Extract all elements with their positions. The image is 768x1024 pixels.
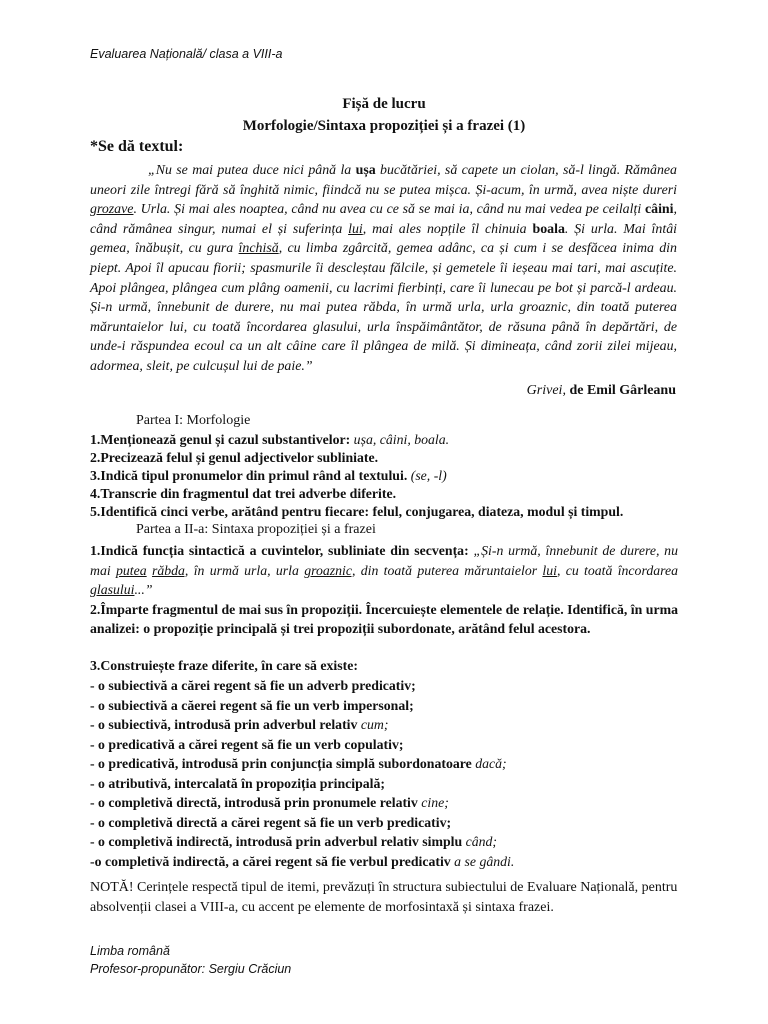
sentence-requirements-list (90, 676, 680, 871)
list-item: - o subiectivă, introdusă prin adverbul relativ cum; (90, 717, 389, 732)
word-inchisa: închisă (238, 241, 279, 257)
word-lui-2: lui (542, 562, 557, 578)
word-putea: putea (116, 562, 147, 578)
part2-question-3: 3.Construiește fraze diferite, în care să existe: (90, 658, 358, 673)
source-author: de Emil Gârleanu (565, 383, 676, 398)
document-header: Evaluarea Națională/ clasa a VIII-a (90, 47, 283, 61)
footer-teacher: Profesor-propunător: Sergiu Crăciun (90, 962, 292, 976)
list-item: - o completivă indirectă, introdusă prin adverbul relativ simplu când; (90, 834, 498, 849)
word-boala: boala (532, 221, 565, 237)
list-item: - o atributivă, intercalată în propoziția principală; (90, 775, 385, 791)
list-item: - o completivă directă a cărei regent să fie un verb predicativ; (90, 814, 452, 830)
passage-source (527, 383, 676, 399)
list-item: - o predicativă, introdusă prin conjuncția simplă subordonatoare dacă; (90, 756, 507, 771)
list-item: -o completivă indirectă, a cărei regent să fie verbul predicativ a se gândi. (90, 853, 515, 869)
part1-heading: Partea I: Morfologie (136, 413, 251, 428)
part1-question-1: 1.Menționează genul și cazul substantivelor: ușa, câini, boala. (90, 432, 450, 447)
part1-question-4: 4.Transcrie din fragmentul dat trei adverbe diferite. (90, 486, 397, 501)
part2-heading: Partea a II-a: Sintaxa propoziției și a frazei (136, 522, 376, 537)
part1-question-5: 5.Identifică cinci verbe, arătând pentru fiecare: felul, conjugarea, diateza, modul și timpul. (90, 504, 624, 519)
source-work: Grivei, (526, 383, 566, 398)
word-groaznic: groaznic, (304, 562, 356, 578)
word-glasului: glasului (90, 582, 135, 598)
footer-subject: Limba română (90, 944, 170, 958)
word-rabda: răbda, (151, 562, 189, 578)
part2-question-1: 1.Indică funcția sintactică a cuvintelor, subliniate din secvența: „Și-n urmă, înnebunit de durere, nu mai putea răbda, în urmă urla, urla groaznic, din toată puterea măruntaielor lui, cu toată încordarea glasului...” (90, 543, 678, 598)
part1-question-2: 2.Precizează felul și genul adjectivelor subliniate. (90, 450, 379, 465)
list-item: - o completivă directă, introdusă prin pronumele relativ cine; (90, 795, 449, 810)
worksheet-subtitle: Morfologie/Sintaxa propoziției și a frazei (1) (242, 118, 526, 134)
list-item: - o subiectivă a cărei regent să fie un adverb predicativ; (90, 678, 416, 693)
word-lui: lui (348, 221, 363, 237)
word-grozave: grozave (90, 202, 134, 218)
list-item: - o subiectivă a căerei regent să fie un verb impersonal; (90, 697, 414, 713)
worksheet-title: Fișă de lucru (342, 96, 426, 112)
word-caini: câini (644, 202, 674, 218)
part1-question-3: 3.Indică tipul pronumelor din primul rând al textului. (se, -l) (90, 468, 447, 483)
note-paragraph: NOTĂ! Cerințele respectă tipul de itemi, prevăzuți în structura subiectului de Evaluare Națională, pentru absolvenții clasei a VIII-a, cu accent pe elemente de morfosintaxă și sintaxa frazei. (90, 880, 678, 915)
list-item: - o predicativă a cărei regent să fie un verb copulativ; (90, 736, 404, 752)
given-text-label: *Se dă textul: (90, 138, 184, 155)
literary-passage: „Nu se mai putea duce nici până la ușa bucătăriei, să capete un ciolan, să-l lingă. Rămânea uneori zile întregi fără să înghită nimic, fiindcă nu se putea mișca. Și-acum, în urmă, avea niște dureri grozave. Urla. Și mai ales noaptea, când nu avea cu ce să se mai ia, când nu mai vedea pe ceilalți câini, când rămânea singur, numai el și suferința lui, mai ales nopțile îl chinuia boala. Și urla. Mai întâi gemea, înăbușit, cu gura închisă, cu limba zgârcită, gemea adânc, ca și cum i se desfăcea inima din piept. Apoi îl apucau fiorii; spasmurile îi descleștau fălcile, și gemetele îi ieșeau mai tari, mai ascuțite. Apoi plângea, plângea cum plâng oamenii, cu lacrimi fierbinți, care îi lunecau pe bot și parcă-l ardeau. Și-n urmă, înnebunit de durere, nu mai putea răbda, în urmă urla, urla groaznic, din toată puterea măruntaielor lui, cu toată încordarea glasului, urla înspăimântător, de răsuna până în depărtări, de unde-i răspundea ecoul ca un alt câine care îl plângea de milă. Și dimineața, când zorii zilei mijeau, adormea, sleit, pe culcușul lui de paie.” (90, 163, 677, 374)
word-usa: ușa (355, 163, 376, 178)
part2-question-2: 2.Împarte fragmentul de mai sus în propoziții. Încercuiește elementele de relație. Identifică, în urma analizei: o propoziție principală și trei propoziții subordonate, arătând felul acestora. (90, 602, 678, 637)
